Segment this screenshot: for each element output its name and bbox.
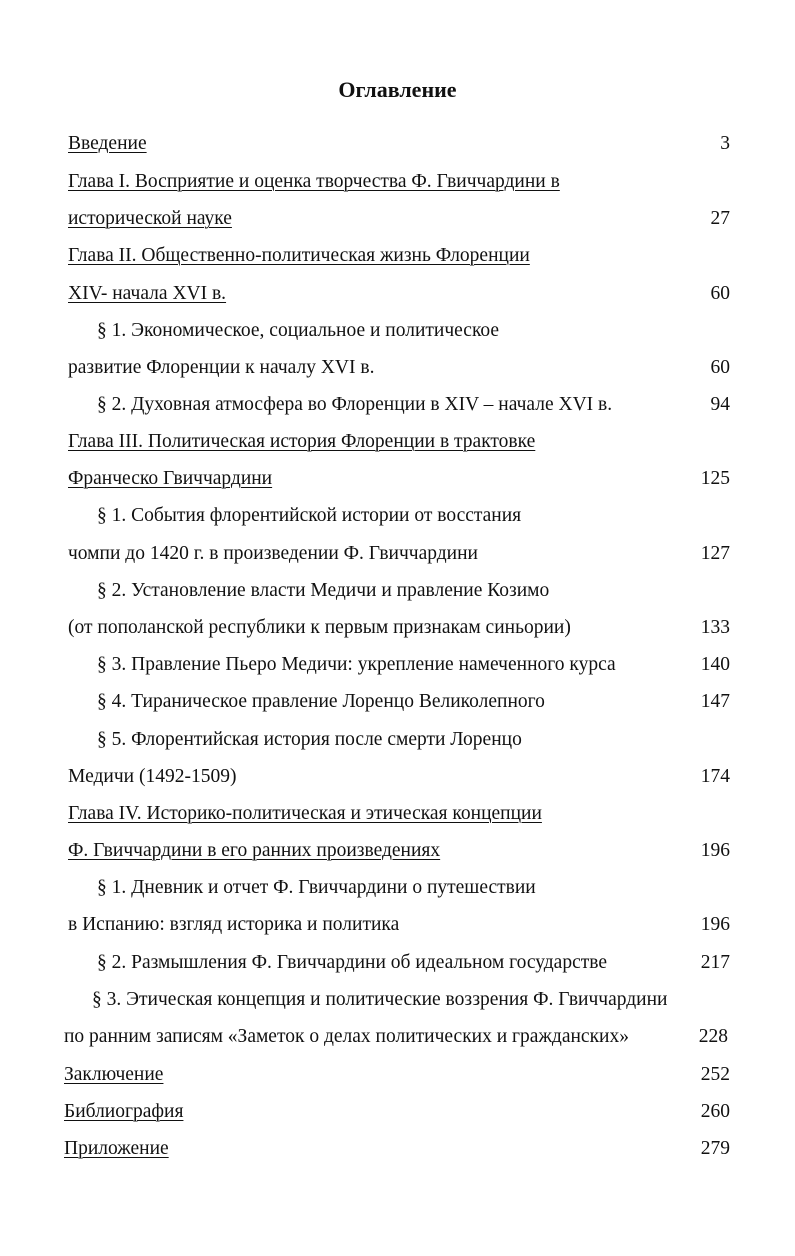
toc-entry-section: § 3. Этическая концепция и политические воззрения Ф. Гвиччардини [92, 989, 668, 1010]
toc-page-number: 174 [700, 766, 730, 787]
toc-entry-chapter-4-cont[interactable]: Ф. Гвиччардини в его ранних произведениях [68, 840, 441, 861]
toc-entry-section: § 3. Правление Пьеро Медичи: укрепление намеченного курса [97, 654, 616, 675]
toc-entry-bibliography[interactable]: Библиография [64, 1101, 184, 1122]
toc-page-number: 279 [700, 1138, 730, 1159]
toc-page-number: 125 [700, 468, 730, 489]
toc-page-number: 260 [700, 1101, 730, 1122]
toc-entry-chapter-1[interactable]: Глава I. Восприятие и оценка творчества Ф. Гвиччардини в [68, 171, 560, 192]
toc-entry-section-cont: по ранним записям «Заметок о делах политических и гражданских» [64, 1026, 629, 1047]
toc-page-number: 228 [698, 1026, 728, 1047]
toc-entry-appendix[interactable]: Приложение [64, 1138, 169, 1159]
toc-page-number: 147 [700, 691, 730, 712]
toc-entry-section: § 2. Духовная атмосфера во Флоренции в XIV – начале XVI в. [97, 394, 613, 415]
page-title: Оглавление [338, 77, 457, 102]
toc-entry-section: § 1. Дневник и отчет Ф. Гвиччардини о путешествии [97, 877, 536, 898]
toc-entry-section: § 1. События флорентийской истории от восстания [97, 505, 522, 526]
toc-page-number: 196 [700, 840, 730, 861]
toc-entry-chapter-2[interactable]: Глава II. Общественно-политическая жизнь Флоренции [68, 245, 530, 266]
toc-entry-chapter-4[interactable]: Глава IV. Историко-политическая и этическая концепции [68, 803, 542, 824]
toc-entry-section: § 4. Тираническое правление Лоренцо Великолепного [97, 691, 545, 712]
toc-entry-chapter-3[interactable]: Глава III. Политическая история Флоренции в трактовке [68, 431, 536, 452]
toc-page-number: 196 [700, 914, 730, 935]
toc-page-number: 3 [720, 133, 730, 154]
toc-page-number: 140 [700, 654, 730, 675]
toc-entry-section: § 2. Размышления Ф. Гвиччардини об идеальном государстве [97, 952, 607, 973]
toc-entry-section-cont: развитие Флоренции к началу XVI в. [68, 357, 375, 378]
toc-entry-chapter-2-cont[interactable]: XIV- начала XVI в. [68, 283, 227, 304]
toc-entry-section: § 5. Флорентийская история после смерти Лоренцо [97, 729, 522, 750]
toc-entry-chapter-3-cont[interactable]: Франческо Гвиччардини [68, 468, 273, 489]
toc-page-number: 217 [700, 952, 730, 973]
toc-entry-chapter-1-cont[interactable]: исторической науке [68, 208, 232, 229]
toc-entry-section: § 2. Установление власти Медичи и правление Козимо [97, 580, 550, 601]
toc-page-number: 94 [710, 394, 730, 415]
toc-page-number: 133 [700, 617, 730, 638]
toc-page-number: 60 [710, 283, 730, 304]
toc-page-number: 127 [700, 543, 730, 564]
toc-entry-section: § 1. Экономическое, социальное и политическое [97, 320, 500, 341]
toc-page-number: 27 [710, 208, 730, 229]
toc-entry-section-cont: чомпи до 1420 г. в произведении Ф. Гвиччардини [68, 543, 478, 564]
toc-entry-section-cont: в Испанию: взгляд историка и политика [68, 914, 400, 935]
toc-page-number: 252 [700, 1064, 730, 1085]
toc-entry-section-cont: (от пополанской республики к первым признакам синьории) [68, 617, 571, 638]
toc-entry-conclusion[interactable]: Заключение [64, 1064, 164, 1085]
toc-entry-introduction[interactable]: Введение [68, 133, 147, 154]
toc-entry-section-cont: Медичи (1492-1509) [68, 766, 237, 787]
toc-page-number: 60 [710, 357, 730, 378]
